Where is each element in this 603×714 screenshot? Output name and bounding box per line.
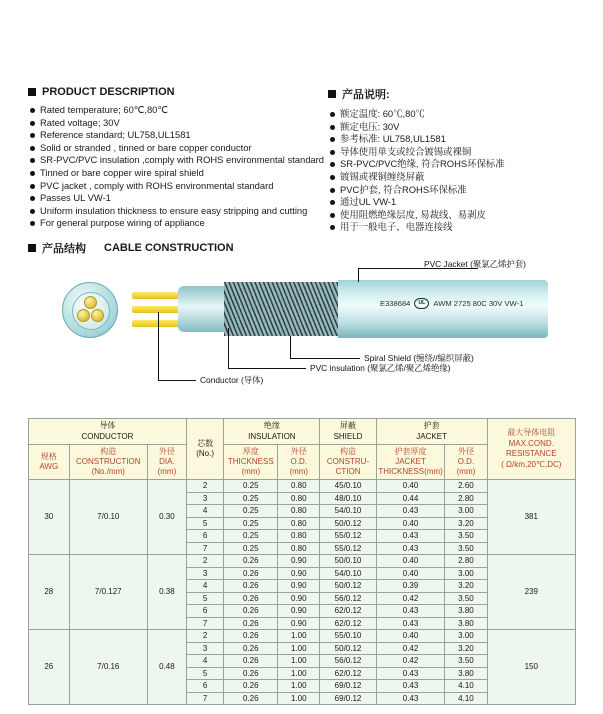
sub-header-ins-thickness — [224, 445, 278, 480]
cell-jacket-od: 3.50 — [445, 530, 487, 543]
cell-ins-od: 0.90 — [278, 580, 320, 593]
description-cn-text: 额定电压: 30V — [340, 120, 400, 132]
sub-header-awg — [29, 445, 70, 480]
bullet-dot-icon — [330, 112, 335, 117]
cell-ins-thickness: 0.26 — [224, 605, 278, 618]
sub-header-line: 护套厚度 — [394, 447, 427, 456]
cell-ins-thickness: 0.26 — [224, 555, 278, 568]
cell-shield-construction: 56/0.12 — [320, 592, 376, 605]
description-cn-text: 参考标准: UL758,UL1581 — [340, 133, 446, 145]
cell-jacket-thickness: 0.43 — [376, 542, 445, 555]
description-en-item — [28, 142, 328, 155]
cell-shield-construction: 50/0.12 — [320, 642, 376, 655]
table-row — [29, 480, 576, 493]
bullet-dot-icon — [330, 175, 335, 180]
cell-ins-od: 1.00 — [278, 680, 320, 693]
group-header-resistance — [487, 419, 575, 480]
label-conductor: Conductor (导体) — [200, 375, 264, 385]
cell-construction: 7/0.16 — [69, 630, 147, 705]
cell-jacket-od: 3.20 — [445, 517, 487, 530]
leader-line-conductor-drop — [158, 312, 159, 380]
sub-header-line: AWG — [39, 462, 59, 471]
bullet-dot-icon — [330, 125, 335, 130]
sub-header-ins-od — [278, 445, 320, 480]
cell-ins-od: 0.90 — [278, 605, 320, 618]
description-en-item — [28, 117, 328, 130]
cell-jacket-od: 3.80 — [445, 605, 487, 618]
cell-awg: 30 — [29, 480, 70, 555]
cell-shield-construction: 54/0.10 — [320, 567, 376, 580]
header-en: MAX.COND. RESISTANCE — [506, 438, 557, 458]
description-en-text: Tinned or bare copper wire spiral shield — [40, 166, 204, 178]
cell-ins-thickness: 0.25 — [224, 542, 278, 555]
cell-ins-od: 1.00 — [278, 667, 320, 680]
cell-ins-od: 0.80 — [278, 480, 320, 493]
cell-ins-thickness: 0.26 — [224, 655, 278, 668]
bullet-dot-icon — [30, 221, 35, 226]
leader-line-conductor — [158, 380, 196, 381]
cell-cores: 2 — [186, 630, 224, 643]
cell-ins-od: 0.90 — [278, 617, 320, 630]
bullet-dot-icon — [330, 137, 335, 142]
conductor-core — [77, 309, 90, 322]
cell-shield-construction: 62/0.12 — [320, 605, 376, 618]
cell-ins-thickness: 0.25 — [224, 517, 278, 530]
description-en-text: Uniform insulation thickness to ensure easy stripping and cutting — [40, 204, 308, 216]
sub-header-line: CONSTRUCTION — [76, 457, 141, 466]
cell-cores: 6 — [186, 530, 224, 543]
cell-jacket-thickness: 0.43 — [376, 605, 445, 618]
sub-header-line: 外径 — [290, 447, 307, 456]
group-header-cores — [186, 419, 224, 480]
description-en-item — [28, 192, 328, 205]
heading-text: PRODUCT DESCRIPTION — [42, 86, 175, 98]
header-cn: 最大导体电阻 — [507, 428, 556, 437]
description-cn-text: 用于一般电子、电器连接线 — [340, 221, 453, 233]
description-en-item — [28, 180, 328, 193]
leader-line-insulation — [228, 368, 306, 369]
specification-table — [28, 418, 576, 705]
cell-jacket-od: 3.20 — [445, 642, 487, 655]
jacket-print-legend — [380, 298, 523, 309]
cell-ins-thickness: 0.25 — [224, 480, 278, 493]
cell-cores: 4 — [186, 580, 224, 593]
construction-title-en: CABLE CONSTRUCTION — [104, 242, 234, 254]
cell-ins-thickness: 0.26 — [224, 642, 278, 655]
cell-jacket-thickness: 0.43 — [376, 692, 445, 705]
cell-jacket-thickness: 0.42 — [376, 592, 445, 605]
cell-ins-thickness: 0.26 — [224, 680, 278, 693]
cell-cores: 2 — [186, 480, 224, 493]
pvc-jacket-layer — [338, 280, 548, 338]
bullet-square-icon — [328, 90, 336, 98]
cell-cores: 2 — [186, 555, 224, 568]
bullet-dot-icon — [330, 200, 335, 205]
cell-jacket-thickness: 0.43 — [376, 505, 445, 518]
cell-jacket-thickness: 0.43 — [376, 667, 445, 680]
cell-cores: 7 — [186, 542, 224, 555]
leader-line-shield-drop — [290, 336, 291, 358]
description-en-text: Reference standard; UL758,UL1581 — [40, 129, 191, 141]
description-cn-text: 镀锡或裸铜缠绕屏蔽 — [340, 170, 425, 182]
cell-shield-construction: 50/0.10 — [320, 555, 376, 568]
header-en: INSULATION — [248, 431, 296, 441]
bullet-square-icon — [28, 244, 36, 252]
sub-header-jacket-thickness — [376, 445, 445, 480]
bullet-dot-icon — [30, 146, 35, 151]
cell-jacket-thickness: 0.40 — [376, 480, 445, 493]
description-cn-item — [328, 158, 578, 171]
cell-construction: 7/0.10 — [69, 480, 147, 555]
description-list-cn — [328, 108, 578, 234]
cell-jacket-od: 3.00 — [445, 567, 487, 580]
cell-ins-thickness: 0.25 — [224, 530, 278, 543]
description-cn-item — [328, 133, 578, 146]
product-description-heading-en — [28, 86, 328, 98]
cell-jacket-thickness: 0.40 — [376, 555, 445, 568]
cell-ins-od: 1.00 — [278, 692, 320, 705]
cell-shield-construction: 69/0.12 — [320, 692, 376, 705]
description-cn-item — [328, 184, 578, 197]
cell-resistance: 239 — [487, 555, 575, 630]
cell-jacket-od: 4.10 — [445, 680, 487, 693]
ul-logo-icon: UL — [414, 298, 429, 309]
cell-ins-od: 0.80 — [278, 542, 320, 555]
sub-header-line: O.D. — [457, 457, 475, 466]
cell-jacket-od: 3.20 — [445, 580, 487, 593]
cell-cores: 4 — [186, 505, 224, 518]
header-cn: 导体 — [99, 421, 116, 430]
label-spiral-shield: Spiral Shield (缠绕//编织屏蔽) — [364, 353, 474, 363]
cell-ins-od: 1.00 — [278, 642, 320, 655]
description-cn-item — [328, 121, 578, 134]
description-list-en — [28, 104, 328, 230]
cell-dia: 0.38 — [147, 555, 186, 630]
sub-header-line: DIA. — [159, 457, 175, 466]
cell-dia: 0.48 — [147, 630, 186, 705]
table-header — [29, 419, 576, 480]
sub-header-shield-construction — [320, 445, 376, 480]
cell-resistance: 381 — [487, 480, 575, 555]
description-cn-text: 使用阻燃绝缘层度, 易裁线、易剥皮 — [340, 208, 486, 220]
description-cn-text: 通过UL VW-1 — [340, 196, 397, 208]
bullet-dot-icon — [30, 158, 35, 163]
cell-awg: 28 — [29, 555, 70, 630]
cell-ins-thickness: 0.26 — [224, 692, 278, 705]
cell-jacket-thickness: 0.43 — [376, 617, 445, 630]
cell-shield-construction: 45/0.10 — [320, 480, 376, 493]
cell-jacket-thickness: 0.39 — [376, 580, 445, 593]
cell-ins-od: 0.80 — [278, 530, 320, 543]
description-cn-text: PVC护套, 符合ROHS环保标准 — [340, 183, 467, 195]
cell-cores: 4 — [186, 655, 224, 668]
cell-cores: 7 — [186, 617, 224, 630]
sub-header-line: (No.) — [196, 449, 215, 458]
description-cn-item — [328, 221, 578, 234]
table-group-header-row — [29, 419, 576, 445]
description-en-item — [28, 154, 328, 167]
bullet-dot-icon — [330, 225, 335, 230]
bullet-dot-icon — [30, 209, 35, 214]
cell-shield-construction: 62/0.12 — [320, 617, 376, 630]
group-header-insulation — [224, 419, 320, 445]
cell-jacket-od: 4.10 — [445, 692, 487, 705]
group-header-conductor — [29, 419, 187, 445]
description-en-item — [28, 129, 328, 142]
description-cn-item — [328, 209, 578, 222]
awm-rating-text: AWM 2725 80C 30V VW-1 — [433, 299, 524, 308]
cell-ins-od: 1.00 — [278, 655, 320, 668]
bullet-square-icon — [28, 88, 36, 96]
label-pvc-jacket: PVC Jacket (聚氯乙烯护套) — [424, 259, 526, 269]
conductor-core — [84, 296, 97, 309]
cable-cross-section — [62, 282, 118, 338]
cell-shield-construction: 69/0.12 — [320, 680, 376, 693]
sub-header-line: 外径 — [457, 447, 474, 456]
table-row — [29, 630, 576, 643]
description-cn-item — [328, 171, 578, 184]
cell-jacket-od: 2.80 — [445, 492, 487, 505]
description-en-item — [28, 167, 328, 180]
cell-ins-thickness: 0.26 — [224, 617, 278, 630]
description-en-text: Passes UL VW-1 — [40, 192, 111, 204]
sub-header-dia — [147, 445, 186, 480]
group-header-jacket — [376, 419, 487, 445]
bullet-dot-icon — [330, 162, 335, 167]
construction-title-cn: 产品结构 — [42, 243, 86, 255]
cell-jacket-od: 2.60 — [445, 480, 487, 493]
header-en: CONDUCTOR — [81, 431, 134, 441]
cell-ins-thickness: 0.25 — [224, 505, 278, 518]
sub-header-line: 外径 — [158, 447, 175, 456]
cable-construction-diagram — [28, 259, 578, 412]
table-body — [29, 480, 576, 705]
sub-header-line: (mm) — [157, 467, 177, 476]
cell-ins-od: 0.90 — [278, 555, 320, 568]
cell-cores: 3 — [186, 492, 224, 505]
cell-cores: 3 — [186, 642, 224, 655]
header-cn: 屏蔽 — [340, 421, 357, 430]
description-cn-item — [328, 108, 578, 121]
cell-awg: 26 — [29, 630, 70, 705]
description-en-text: Rated temperature; 60℃,80℃ — [40, 104, 168, 115]
cell-ins-thickness: 0.26 — [224, 567, 278, 580]
conductor-core — [91, 309, 104, 322]
cell-jacket-thickness: 0.43 — [376, 530, 445, 543]
cell-jacket-thickness: 0.42 — [376, 655, 445, 668]
sub-header-line: O.D. — [290, 457, 307, 466]
cell-shield-construction: 48/0.10 — [320, 492, 376, 505]
cell-shield-construction: 50/0.12 — [320, 517, 376, 530]
sub-header-line: (mm) — [456, 467, 476, 476]
sub-header-line: THICKNESS — [227, 457, 274, 466]
spiral-shield-layer — [224, 282, 354, 336]
cell-jacket-od: 3.50 — [445, 542, 487, 555]
cell-ins-thickness: 0.26 — [224, 592, 278, 605]
cell-jacket-thickness: 0.40 — [376, 567, 445, 580]
description-en-text: Rated voltage; 30V — [40, 116, 120, 128]
description-cn-item — [328, 196, 578, 209]
cell-shield-construction: 50/0.12 — [320, 580, 376, 593]
sub-header-line: 构造 — [100, 447, 117, 456]
description-en-item — [28, 104, 328, 117]
leader-line-jacket-drop — [358, 268, 359, 282]
cell-ins-od: 0.80 — [278, 492, 320, 505]
sub-header-line: 芯数 — [197, 438, 214, 448]
bullet-dot-icon — [330, 213, 335, 218]
cable-construction-heading — [28, 240, 234, 256]
cell-jacket-thickness: 0.40 — [376, 630, 445, 643]
cell-shield-construction: 55/0.12 — [320, 530, 376, 543]
cross-section-inner — [72, 292, 110, 330]
description-en-text: PVC jacket , comply with ROHS environmental standard — [40, 179, 274, 191]
cell-shield-construction: 62/0.12 — [320, 667, 376, 680]
cell-construction: 7/0.127 — [69, 555, 147, 630]
header-en: SHIELD — [333, 431, 363, 441]
cell-ins-thickness: 0.26 — [224, 630, 278, 643]
description-en-item — [28, 217, 328, 230]
description-cn-text: SR-PVC/PVC绝缘, 符合ROHS环保标准 — [340, 158, 505, 170]
sub-header-line: 规格 — [40, 452, 57, 461]
bullet-dot-icon — [30, 171, 35, 176]
cell-jacket-od: 3.00 — [445, 505, 487, 518]
header-cn: 绝缘 — [263, 421, 280, 430]
cell-cores: 5 — [186, 517, 224, 530]
sub-header-line: CONSTRU-CTION — [326, 457, 370, 476]
bullet-dot-icon — [30, 108, 35, 113]
cell-jacket-od: 3.80 — [445, 617, 487, 630]
sub-header-line: (mm) — [241, 467, 261, 476]
header-cn: 护套 — [423, 421, 440, 430]
sub-header-construction — [69, 445, 147, 480]
cell-jacket-thickness: 0.43 — [376, 680, 445, 693]
cell-ins-thickness: 0.26 — [224, 580, 278, 593]
description-cn-item — [328, 146, 578, 159]
header-en: JACKET — [416, 431, 447, 441]
cell-ins-thickness: 0.26 — [224, 667, 278, 680]
description-cn-text: 额定温度: 60℃,80℃ — [340, 108, 425, 119]
product-description-heading-cn — [328, 86, 578, 102]
cell-jacket-od: 3.50 — [445, 655, 487, 668]
bullet-dot-icon — [330, 150, 335, 155]
sub-header-line: 厚度 — [242, 447, 259, 456]
description-en-text: For general purpose wiring of appliance — [40, 217, 205, 229]
description-cn-text: 导体使用单支或绞合镀锡或裸铜 — [340, 145, 472, 157]
cell-cores: 5 — [186, 667, 224, 680]
cell-shield-construction: 56/0.12 — [320, 655, 376, 668]
cell-dia: 0.30 — [147, 480, 186, 555]
description-en-item — [28, 205, 328, 218]
group-header-shield — [320, 419, 376, 445]
cell-cores: 7 — [186, 692, 224, 705]
header-unit: ( Ω/km,20℃,DC) — [501, 459, 562, 469]
cell-shield-construction: 55/0.12 — [320, 542, 376, 555]
bullet-dot-icon — [30, 184, 35, 189]
cell-jacket-od: 3.00 — [445, 630, 487, 643]
bullet-dot-icon — [30, 196, 35, 201]
cell-ins-od: 0.90 — [278, 567, 320, 580]
cell-cores: 6 — [186, 680, 224, 693]
cell-cores: 6 — [186, 605, 224, 618]
description-en-text: SR-PVC/PVC insulation ,comply with ROHS environmental standard — [40, 154, 324, 166]
cell-ins-thickness: 0.25 — [224, 492, 278, 505]
description-en-text: Solid or stranded , tinned or bare copper conductor — [40, 141, 252, 153]
heading-text: 产品说明: — [342, 89, 390, 101]
table-row — [29, 555, 576, 568]
cell-cores: 3 — [186, 567, 224, 580]
cell-jacket-thickness: 0.42 — [376, 642, 445, 655]
cell-jacket-thickness: 0.40 — [376, 517, 445, 530]
label-pvc-insulation: PVC insulation (聚氯乙烯/聚乙烯绝缘) — [310, 363, 451, 373]
leader-line-shield — [290, 358, 360, 359]
cell-cores: 5 — [186, 592, 224, 605]
sub-header-jacket-od — [445, 445, 487, 480]
leader-line-insulation-drop — [228, 328, 229, 368]
sub-header-line: (No./mm) — [91, 467, 125, 476]
cell-resistance: 150 — [487, 630, 575, 705]
cell-jacket-od: 3.50 — [445, 592, 487, 605]
sub-header-line: JACKET THICKNESS(mm) — [378, 457, 443, 476]
cell-shield-construction: 55/0.10 — [320, 630, 376, 643]
file-number: E338684 — [380, 299, 411, 308]
bullet-dot-icon — [30, 133, 35, 138]
product-description-section — [28, 86, 578, 234]
bullet-dot-icon — [330, 188, 335, 193]
cell-ins-od: 0.80 — [278, 517, 320, 530]
sub-header-line: 构造 — [340, 447, 357, 456]
bullet-dot-icon — [30, 121, 35, 126]
cell-jacket-od: 3.80 — [445, 667, 487, 680]
description-chinese-column — [328, 86, 578, 234]
cell-jacket-thickness: 0.44 — [376, 492, 445, 505]
description-english-column — [28, 86, 328, 234]
cell-ins-od: 0.80 — [278, 505, 320, 518]
cell-jacket-od: 2.80 — [445, 555, 487, 568]
cell-shield-construction: 54/0.10 — [320, 505, 376, 518]
cell-ins-od: 0.90 — [278, 592, 320, 605]
cell-ins-od: 1.00 — [278, 630, 320, 643]
sub-header-line: (mm) — [289, 467, 309, 476]
